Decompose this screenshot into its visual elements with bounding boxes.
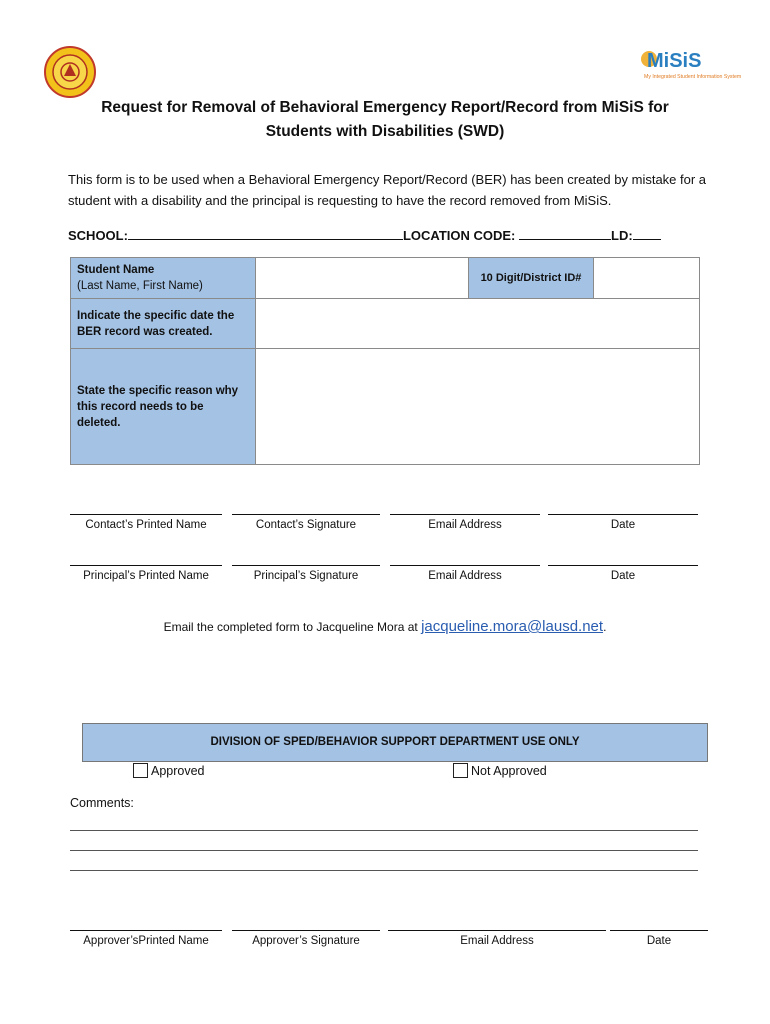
reason-label-text: State the specific reason why this record needs to be deleted. (77, 384, 239, 429)
student-name-label: Student Name (77, 264, 155, 276)
principal-signature-field[interactable]: Principal’s Signature (232, 565, 380, 582)
comments-label: Comments: (70, 796, 134, 810)
contact-date-field[interactable]: Date (548, 514, 698, 531)
approved-option[interactable] (133, 763, 205, 778)
contact-printed-name-field[interactable]: Contact’s Printed Name (70, 514, 222, 531)
not-approved-option[interactable] (453, 763, 547, 778)
contact-signature-field[interactable]: Contact’s Signature (232, 514, 380, 531)
not-approved-checkbox[interactable] (453, 763, 468, 778)
approver-printed-name-field[interactable]: Approver’sPrinted Name (70, 930, 222, 947)
contact-signature-row (70, 514, 700, 544)
student-info-table (70, 257, 700, 465)
ld-label: LD: (611, 228, 633, 243)
misis-tagline: My Integrated Student Information System (644, 74, 742, 80)
principal-email-field[interactable]: Email Address (390, 565, 540, 582)
division-use-only-header: DIVISION OF SPED/BEHAVIOR SUPPORT DEPARTMENT USE ONLY (82, 723, 708, 762)
reason-label (71, 349, 256, 465)
not-approved-label: Not Approved (471, 763, 547, 778)
student-id-label: 10 Digit/District ID# (469, 258, 594, 299)
approver-signature-row (70, 930, 700, 960)
principal-printed-name-field[interactable]: Principal’s Printed Name (70, 565, 222, 582)
ber-date-label-text: Indicate the specific date the BER record was created. (77, 309, 235, 338)
email-instructions (70, 618, 700, 635)
school-label: SCHOOL: (68, 228, 128, 243)
student-name-hint: (Last Name, First Name) (77, 280, 203, 292)
intro-paragraph: This form is to be used when a Behavioral Emergency Report/Record (BER) has been created by mistake for a student with a disability and the principal is requesting to have the record removed from MiSiS. (68, 172, 707, 208)
comments-line-1[interactable] (70, 830, 698, 831)
ber-date-field[interactable] (256, 299, 700, 349)
district-seal-logo (44, 46, 96, 98)
title-line-1: Request for Removal of Behavioral Emergency Report/Record from MiSiS for (101, 99, 669, 116)
contact-email-link[interactable]: jacqueline.mora@lausd.net (421, 618, 604, 635)
approver-email-field[interactable]: Email Address (388, 930, 606, 947)
comments-line-3[interactable] (70, 870, 698, 871)
approver-date-field[interactable]: Date (610, 930, 708, 947)
location-code-field[interactable] (519, 226, 611, 240)
comments-line-2[interactable] (70, 850, 698, 851)
approver-signature-field[interactable]: Approver’s Signature (232, 930, 380, 947)
reason-field[interactable] (256, 349, 700, 465)
student-name-label-cell (71, 258, 256, 299)
school-field[interactable] (128, 226, 403, 240)
ld-field[interactable] (633, 226, 661, 240)
email-instructions-text: Email the completed form to Jacqueline Mora at (163, 620, 418, 634)
misis-logo (640, 47, 742, 81)
contact-email-field[interactable]: Email Address (390, 514, 540, 531)
approved-checkbox[interactable] (133, 763, 148, 778)
student-name-field[interactable] (256, 258, 469, 299)
principal-date-field[interactable]: Date (548, 565, 698, 582)
school-location-line (68, 226, 708, 243)
email-instructions-trail: . (603, 620, 607, 634)
ber-date-label (71, 299, 256, 349)
page-title (60, 96, 710, 144)
principal-signature-row (70, 565, 700, 595)
misis-logo-mark (640, 47, 742, 81)
title-line-2: Students with Disabilities (SWD) (265, 123, 505, 140)
location-code-label: LOCATION CODE: (402, 228, 516, 243)
approved-label: Approved (151, 763, 205, 778)
misis-logo-text: MiSiS (647, 50, 702, 72)
student-id-field[interactable] (594, 258, 700, 299)
